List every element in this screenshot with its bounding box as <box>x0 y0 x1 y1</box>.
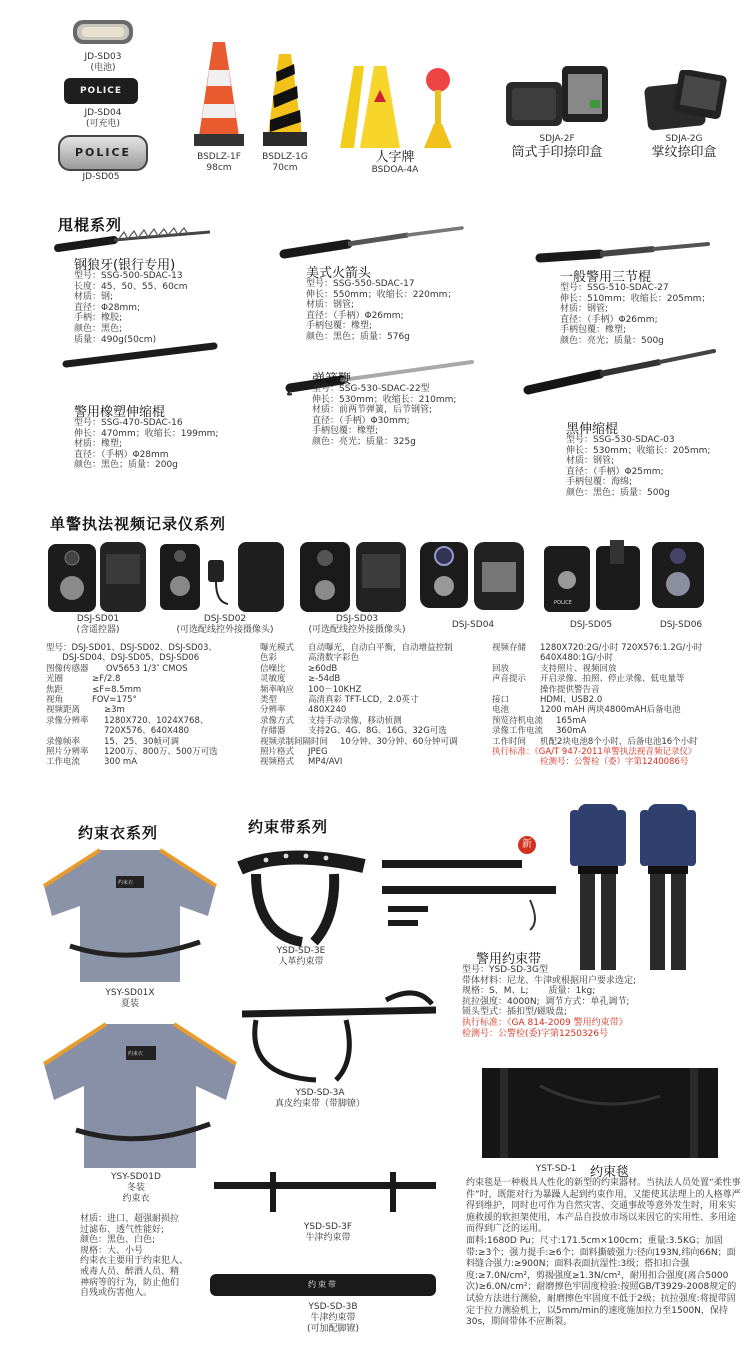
new-badge: 新 <box>518 836 536 854</box>
summer-restraint-suit-icon <box>40 846 220 986</box>
box2-name: 掌纹捺印盒 <box>651 145 717 160</box>
spec-line: 直径：（手柄）Φ26mm; <box>560 314 658 325</box>
spec-line: 直径：（手柄）Φ30mm; <box>312 415 410 426</box>
baton4-name: 警用橡塑伸缩棍 <box>74 405 166 420</box>
spec-key <box>492 685 540 695</box>
spec-line: 手柄包覆：橡塑; <box>306 321 373 332</box>
spec-key: 视频存储 <box>492 643 527 653</box>
spec-key <box>492 653 540 663</box>
spec-line: 型号：SSG-500-SDAC-13 <box>74 271 183 281</box>
light-model-sd04: JD-SD04 <box>84 108 122 118</box>
spec-key: 曝光模式 <box>260 643 295 653</box>
spec-key: 型号：DSJ-SD01、DSJ-SD02、DSJ-SD03、 <box>46 643 217 653</box>
recorder-sd02-icon <box>158 540 306 614</box>
spec-key: 录像工作电流 <box>492 726 544 737</box>
spec-value: 高清数字彩色 <box>308 653 360 664</box>
baton2-specs <box>306 279 456 343</box>
baton-section-title: 甩棍系列 <box>58 216 123 234</box>
police-belt-name: 警用约束带 <box>476 952 542 967</box>
recorder-sd03-icon <box>298 540 410 614</box>
spec-line: 颜色：亮光；质量：325g <box>312 436 416 447</box>
baton3-specs <box>560 283 710 347</box>
spec-key: 存储器 <box>260 726 286 737</box>
recorder-sd04-icon <box>418 540 528 614</box>
spec-value: 自动曝光，自动白平衡，自动增益控制 <box>308 643 453 653</box>
rocket-head-baton-icon <box>278 224 468 260</box>
spec-line: 直径：（手柄）Φ28mm <box>74 449 169 460</box>
spec-value: ≥-54dB <box>308 674 341 685</box>
suit-section-title: 约束衣系列 <box>78 824 159 842</box>
palm-ink-box-icon <box>640 70 728 132</box>
spec-key: 色彩 <box>260 653 278 664</box>
spec-line: 颜色：黑色；质量：576g <box>306 331 410 342</box>
spec-value: 165mA <box>556 715 587 726</box>
spec-line: 自残或伤害他人。 <box>80 1288 153 1299</box>
spec-key: 录像帧率 <box>46 736 81 747</box>
spec-line: 颜色：黑色；质量：200g <box>74 460 178 471</box>
spec-line: 伸长：550mm；收缩长：220mm； <box>306 289 457 300</box>
spec-key: 频率响应 <box>260 684 295 695</box>
device-note-sd02: (可选配线控外接摄像头) <box>176 625 274 635</box>
spec-key: 图像传感器 <box>46 663 89 674</box>
spec-line: 规格：S、M、L; 质量：1kg; <box>462 986 596 997</box>
blanket-specs: 面料:1680D Pu；尺寸:171.5cm×100cm；重量:3.5KG；加固带:≥3个；强力提手:≥6个；面料撕破强力:径向193N,纬向66N；面料缝合强力:≥900N；面料表面抗湿性:3级；搭扣扣合强度:≥7.0N/cm²，剪揭强度≥1.3N/cm²，耐用扣合强度(离合5000次)≥6.0N/cm²；耐磨擦色牢固度检验:按照GB/T3929-2008规定的试验方法进行测验，耐磨擦色牢固度不低于2级；抗拉强度:将提带固定于拉力测验机上，以5mm/min的速度施加拉力至1500N，保持30s，期间带体不应断裂。 <box>466 1236 737 1328</box>
police-belt-specs <box>462 965 636 1039</box>
spec-key: 接口 <box>492 695 510 706</box>
spec-value: 支持2G、4G、8G、16G、32G可选 <box>308 726 447 737</box>
spec-line: 型号：SSG-530-SDAC-03 <box>566 435 675 445</box>
winter-name: 冬装 <box>126 1183 145 1193</box>
leather-name: 人革约束带 <box>278 957 324 967</box>
warning-light-sd03 <box>72 18 134 46</box>
spec-line: 伸长：530mm；收缩长：210mm; <box>312 394 457 405</box>
warning-light-sd04 <box>64 78 138 104</box>
oxford-f-model: YSD-SD-3F <box>303 1222 353 1232</box>
light-model-sd03: JD-SD03 <box>84 52 122 62</box>
baton1-specs <box>74 271 188 345</box>
spec-line: 神病等的行为，防止他们 <box>80 1277 180 1288</box>
baton2-name: 美式火箭头 <box>306 266 372 281</box>
spec-line: 颜色：黑色、白色; <box>80 1235 156 1246</box>
leather-model: YSD-SD-3E <box>276 946 326 956</box>
device-note-sd03: (可选配线控外接摄像头) <box>308 625 406 635</box>
striped-cone-icon <box>262 52 308 148</box>
light-note-sd04: (可充电) <box>85 119 121 129</box>
spec-key: 类型 <box>260 695 278 706</box>
spec-line: 材质：前两节弹簧，后节钢管; <box>312 405 433 416</box>
rubber-baton-icon <box>60 342 220 368</box>
spec-line: 材质：钢管; <box>560 304 609 315</box>
spec-value: 360mA <box>556 726 587 737</box>
device-model-sd04: DSJ-SD04 <box>451 620 495 630</box>
spec-line: 颜色：黑色；质量：500g <box>566 487 670 498</box>
spec-key: 灵敏度 <box>260 674 286 685</box>
spec-value: OV5653 1/3″ CMOS <box>106 663 188 674</box>
restraint-blanket-icon <box>480 1066 720 1160</box>
box1-name: 筒式手印捺印盒 <box>511 145 603 160</box>
spec-line: 手柄包覆：橡塑; <box>560 325 627 336</box>
cone1-model: BSDLZ-1F <box>197 152 241 162</box>
spec-line: 伸长：530mm；收缩长：205mm; <box>566 445 711 456</box>
spec-line: 锁头型式：插扣型/磁吸盘; <box>462 1007 568 1018</box>
light-police-text: POLICE <box>74 146 132 159</box>
spec-key: 视频录制间隔时间 <box>260 736 329 747</box>
spiked-baton-icon <box>54 226 214 254</box>
spec-line: 型号：SSG-510-SDAC-27 <box>560 283 669 293</box>
spec-key: 分辨率 <box>260 705 286 716</box>
spec-line: 规格：大、小号 <box>80 1245 144 1256</box>
spec-value: FOV=175° <box>92 695 137 706</box>
recorder-sd06-icon <box>650 540 706 614</box>
spec-line: 型号：SSG-550-SDAC-17 <box>306 279 415 289</box>
police-belt-inspection: 检测号：公警检(委)字第1250326号 <box>462 1028 609 1039</box>
summer-model: YSY-SD01X <box>105 988 155 998</box>
summer-name: 夏装 <box>120 999 139 1009</box>
genuine-leather-belt-icon <box>236 980 444 1086</box>
baton1-name: 钢狼牙(银行专用) <box>74 258 176 273</box>
winter-product: 约束衣 <box>122 1194 150 1204</box>
oxford-belt-f-icon <box>210 1170 440 1218</box>
spec-line: 型号：SSG-530-SDAC-22型 <box>312 384 430 394</box>
spec-line: 材质：进口、超强耐损拉 <box>80 1214 180 1224</box>
traffic-cone-icon <box>193 40 245 148</box>
box2-model: SDJA-2G <box>665 134 703 144</box>
summer-suit-label: 约束衣 <box>118 880 134 886</box>
spec-line: 颜色：黑色; <box>74 323 123 334</box>
spec-key: 电池 <box>492 705 510 716</box>
spec-value: 1280X720:2G/小时 720X576:1.2G/小时 <box>540 643 703 653</box>
oxford-b-name: 牛津约束带 <box>310 1313 356 1323</box>
recorder-specs-col3 <box>492 643 742 768</box>
device-note-sd01: (含遥控器) <box>76 625 120 635</box>
spec-line: 直径：（手柄）Φ26mm; <box>306 310 404 321</box>
spec-value: 机配2块电池8个小时，后备电池16个小时 <box>540 736 698 747</box>
spec-line: 型号：SSG-470-SDAC-16 <box>74 418 183 428</box>
recorder-standard: 执行标准：《GA/T 947-2011单警执法视音频记录仪》 <box>492 747 697 758</box>
spec-value: 15、25、30帧可调 <box>104 736 179 747</box>
spec-value: 高清真彩 TFT-LCD，2.0英寸 <box>308 695 419 706</box>
recorder-section-title: 单警执法视频记录仪系列 <box>50 515 227 533</box>
spec-line: 手柄包覆：海绵; <box>566 477 633 488</box>
spec-value: 720X576、640X480 <box>104 726 190 737</box>
blanket-model: YST-SD-1 <box>535 1164 577 1174</box>
blanket-name: 约束毯 <box>590 1165 630 1180</box>
spec-value: ≥60dB <box>308 663 338 674</box>
box1-model: SDJA-2F <box>539 134 575 144</box>
winter-specs <box>80 1214 188 1299</box>
caution-sign-icon <box>334 62 406 150</box>
spec-key: 录像方式 <box>260 715 295 726</box>
recorder-images <box>46 540 726 616</box>
spec-value: 支持照片、视频回放 <box>540 663 617 674</box>
spec-value: 支持手动录像，移动侦测 <box>308 715 402 726</box>
person-back-icon <box>636 800 700 976</box>
top-section <box>0 0 750 200</box>
sign-name: 人字牌 <box>375 150 415 165</box>
device-model-sd05: DSJ-SD05 <box>569 620 613 630</box>
spec-key: 回放 <box>492 663 510 674</box>
spec-key: DSJ-SD04、DSJ-SD05、DSJ-SD06 <box>46 653 200 664</box>
spec-value: 480X240 <box>308 705 347 716</box>
spec-key: 预览待机电流 <box>492 715 544 726</box>
recorder-specs-col1 <box>46 643 246 768</box>
spec-value: 操作提供警告音 <box>540 684 600 695</box>
spec-line: 质量：490g(50cm) <box>74 334 157 345</box>
spec-key: 信噪比 <box>260 663 286 674</box>
spec-line: 长度：45、50、55、60cm <box>74 281 188 292</box>
spec-value: ≥F/2.8 <box>92 674 121 685</box>
baton6-name: 黑伸缩棍 <box>566 422 619 437</box>
cone1-size: 98cm <box>206 163 232 173</box>
spec-value: ≤F=8.5mm <box>92 684 142 695</box>
spec-value: 1280X720、1024X768、 <box>104 715 209 726</box>
device-model-sd02: DSJ-SD02 <box>203 614 247 624</box>
police-belt-icon <box>380 852 560 932</box>
cone2-model: BSDLZ-1G <box>262 152 308 162</box>
spec-line: 伸长：470mm；收缩长：199mm; <box>74 428 219 439</box>
spec-line: 材质：钢管; <box>306 300 355 311</box>
recorder-inspection: 检测号：公警检（委）字第1240086号 <box>540 757 689 768</box>
spec-line: 约束衣主要用于约束犯人、 <box>80 1256 189 1267</box>
blanket-description: 约束毯是一种极具人性化的新型的约束器材。当执法人员处置“柔性事件”时，既能对行为暴躁人起到约束作用，又能使其法理上的人格尊严得到维护，同时也可作为自然灾害、交通事故等意外发生时，用来实施救援的软担架使用，本产品自投放市场以来因它的实用性、多用途而得到广泛的运用。 <box>466 1178 741 1235</box>
spec-line: 抗拉强度：4000N; 调节方式：单孔调节; <box>462 996 630 1007</box>
spec-line: 伸长：510mm；收缩长：205mm； <box>560 293 711 304</box>
spec-key <box>46 726 104 736</box>
spec-value: 640X480:1G/小时 <box>540 653 613 664</box>
baton5-specs <box>312 384 456 448</box>
spec-line: 带体材料：尼龙、牛津或根据用户要求选定; <box>462 975 637 986</box>
baton6-specs <box>566 435 710 499</box>
winter-restraint-suit-icon <box>40 1020 240 1172</box>
spec-line: 过滤布、透气性能好; <box>80 1224 165 1235</box>
spec-value: 1200 mAH 两块4800mAH后备电池 <box>540 705 681 716</box>
spec-line: 直径：Φ28mm; <box>74 302 141 313</box>
spec-key: 工作时间 <box>492 736 527 747</box>
spec-key: 视角 <box>46 695 64 706</box>
recorder-sd01-icon <box>46 540 150 614</box>
belt-section-title: 约束带系列 <box>248 818 329 836</box>
sd05-police-text: POLICE <box>554 600 572 606</box>
oxford-f-name: 牛津约束带 <box>305 1233 351 1243</box>
spec-key: 照片分辨率 <box>46 747 89 758</box>
baton5-name: 弹簧鞭 <box>312 372 352 387</box>
spec-value: 开启录像、拍照、停止录像、低电量等 <box>540 674 685 685</box>
oxford-b-model: YSD-SD-3B <box>308 1302 358 1312</box>
spec-key: 工作电流 <box>46 757 81 768</box>
light-model-sd05: JD-SD05 <box>82 172 120 182</box>
spec-key: 焦距 <box>46 684 64 695</box>
device-model-sd03: DSJ-SD03 <box>335 614 379 624</box>
spec-value: JPEG <box>308 747 328 758</box>
spec-value: ≥3m <box>104 705 125 716</box>
cone2-size: 70cm <box>272 163 298 173</box>
spec-key: 视频格式 <box>260 757 295 768</box>
baton3-name: 一般警用三节棍 <box>560 270 652 285</box>
sign-model: BSDOA-4A <box>371 165 419 175</box>
person-front-icon <box>566 800 630 976</box>
spec-value: HDMI、USB2.0 <box>540 695 603 706</box>
spec-line: 颜色：亮光；质量：500g <box>560 335 664 346</box>
spec-key: 录像分辨率 <box>46 715 89 726</box>
spec-key: 视频距离 <box>46 705 81 716</box>
warning-light-sd05 <box>58 135 148 171</box>
spec-value: 300 mA <box>104 757 138 768</box>
spec-line: 型号：YSD-SD-3G型 <box>462 965 548 975</box>
spec-line: 直径：（手柄）Φ25mm; <box>566 466 664 477</box>
baton4-specs <box>74 418 218 471</box>
winter-suit-label: 约束衣 <box>128 1051 144 1057</box>
spec-line: 材质：钢管; <box>566 456 615 467</box>
spec-line: 戒毒人员、醉酒人员、精 <box>80 1266 180 1277</box>
spec-line: 手柄包覆：橡塑; <box>312 426 379 437</box>
light-police-text: POLICE <box>79 86 123 96</box>
black-baton-icon <box>520 346 720 396</box>
recorder-specs-col2 <box>260 643 480 768</box>
police-belt-standard: 执行标准：《GA 814-2009 警用约束带》 <box>462 1017 628 1028</box>
leather-belt-icon <box>226 838 376 948</box>
spec-key: 照片格式 <box>260 747 295 758</box>
spec-line: 材质：橡塑; <box>74 439 123 450</box>
winter-model: YSY-SD01D <box>111 1172 161 1182</box>
light-note-sd03: (电池) <box>90 63 116 73</box>
spec-key: 声音提示 <box>492 674 527 685</box>
oxford-belt-b <box>210 1274 436 1296</box>
spec-value: 1200万、800万、500万可选 <box>104 747 218 758</box>
spec-value: MP4/AVI <box>308 757 343 768</box>
spec-value: 10分钟、30分钟、60分钟可调 <box>340 736 458 747</box>
spec-line: 手柄：橡胶; <box>74 313 123 324</box>
spec-key: 光圈 <box>46 674 64 685</box>
spec-line: 材质：钢; <box>74 292 114 303</box>
oxford-b-note: (可加配脚镣) <box>306 1324 360 1334</box>
three-section-baton-icon <box>534 238 714 264</box>
genuine-model: YSD-SD-3A <box>295 1088 345 1098</box>
spec-value: 100－10KHZ <box>308 684 362 695</box>
caution-post-icon <box>420 66 456 150</box>
cylinder-ink-box-icon <box>504 62 612 130</box>
oxford-b-strap-label: 约束带 <box>308 1280 338 1289</box>
device-model-sd06: DSJ-SD06 <box>659 620 703 630</box>
device-model-sd01: DSJ-SD01 <box>76 614 120 624</box>
genuine-name: 真皮约束带（带脚镣） <box>274 1099 365 1109</box>
